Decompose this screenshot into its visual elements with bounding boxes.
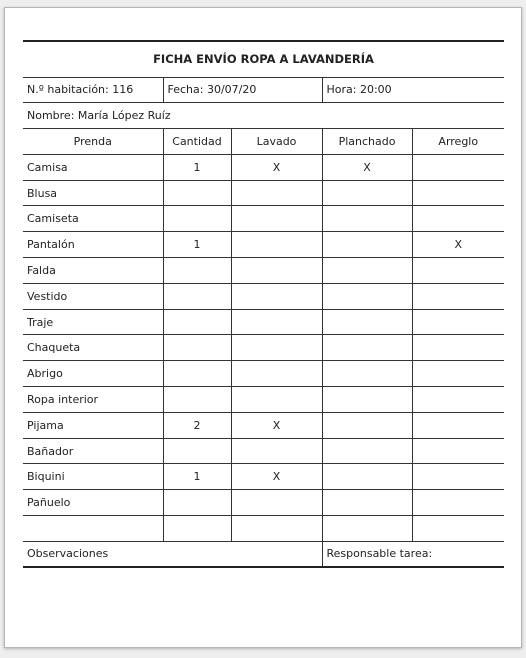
iron-mark-cell xyxy=(322,361,412,387)
wash-mark-cell xyxy=(231,206,322,232)
garment-row xyxy=(23,412,504,438)
iron-mark-cell xyxy=(322,258,412,284)
garment-row xyxy=(23,438,504,464)
garment-row xyxy=(23,387,504,413)
time-field: Hora: 20:00 xyxy=(322,77,504,103)
garment-name-cell: Vestido xyxy=(23,283,163,309)
wash-mark-cell xyxy=(231,387,322,413)
wash-mark-cell: X xyxy=(231,154,322,180)
responsible-field: Responsable tarea: xyxy=(322,541,504,567)
repair-mark-cell xyxy=(412,387,504,413)
wash-mark-cell xyxy=(231,232,322,258)
wash-mark-cell xyxy=(231,258,322,284)
garment-name-cell: Pijama xyxy=(23,412,163,438)
repair-mark-cell xyxy=(412,361,504,387)
quantity-cell xyxy=(163,361,231,387)
garment-name-cell: Camisa xyxy=(23,154,163,180)
quantity-cell xyxy=(163,335,231,361)
repair-mark-cell xyxy=(412,490,504,516)
quantity-cell xyxy=(163,258,231,284)
garment-name-cell xyxy=(23,516,163,542)
garment-row xyxy=(23,180,504,206)
name-row xyxy=(23,103,504,129)
quantity-cell xyxy=(163,438,231,464)
iron-mark-cell xyxy=(322,387,412,413)
iron-mark-cell xyxy=(322,412,412,438)
wash-mark-cell: X xyxy=(231,412,322,438)
garment-name-cell: Abrigo xyxy=(23,361,163,387)
header-arreglo: Arreglo xyxy=(412,129,504,155)
quantity-cell: 1 xyxy=(163,232,231,258)
garment-name-cell: Ropa interior xyxy=(23,387,163,413)
repair-mark-cell xyxy=(412,283,504,309)
garment-name-cell: Bañador xyxy=(23,438,163,464)
garment-name-cell: Traje xyxy=(23,309,163,335)
wash-mark-cell xyxy=(231,516,322,542)
repair-mark-cell xyxy=(412,464,504,490)
garment-row xyxy=(23,154,504,180)
repair-mark-cell xyxy=(412,258,504,284)
header-prenda: Prenda xyxy=(23,129,163,155)
form-title: FICHA ENVÍO ROPA A LAVANDERÍA xyxy=(23,41,504,77)
header-planchado: Planchado xyxy=(322,129,412,155)
info-row xyxy=(23,77,504,103)
garment-row xyxy=(23,232,504,258)
wash-mark-cell xyxy=(231,335,322,361)
column-header-row xyxy=(23,129,504,155)
iron-mark-cell xyxy=(322,516,412,542)
quantity-cell: 2 xyxy=(163,412,231,438)
repair-mark-cell xyxy=(412,206,504,232)
iron-mark-cell xyxy=(322,335,412,361)
iron-mark-cell xyxy=(322,206,412,232)
garment-row xyxy=(23,490,504,516)
quantity-cell xyxy=(163,516,231,542)
iron-mark-cell: X xyxy=(322,154,412,180)
repair-mark-cell xyxy=(412,516,504,542)
garment-row xyxy=(23,258,504,284)
iron-mark-cell xyxy=(322,464,412,490)
wash-mark-cell xyxy=(231,490,322,516)
document-page xyxy=(4,7,522,648)
quantity-cell xyxy=(163,180,231,206)
header-cantidad: Cantidad xyxy=(163,129,231,155)
title-row xyxy=(23,41,504,77)
quantity-cell xyxy=(163,309,231,335)
garment-row xyxy=(23,464,504,490)
header-lavado: Lavado xyxy=(231,129,322,155)
observations-field: Observaciones xyxy=(23,541,322,567)
garment-row xyxy=(23,206,504,232)
wash-mark-cell xyxy=(231,361,322,387)
iron-mark-cell xyxy=(322,232,412,258)
garment-row xyxy=(23,335,504,361)
iron-mark-cell xyxy=(322,283,412,309)
garment-name-cell: Falda xyxy=(23,258,163,284)
repair-mark-cell xyxy=(412,154,504,180)
garment-name-cell: Chaqueta xyxy=(23,335,163,361)
wash-mark-cell xyxy=(231,180,322,206)
repair-mark-cell xyxy=(412,412,504,438)
quantity-cell xyxy=(163,490,231,516)
garment-row xyxy=(23,309,504,335)
garment-name-cell: Biquini xyxy=(23,464,163,490)
quantity-cell xyxy=(163,206,231,232)
quantity-cell: 1 xyxy=(163,464,231,490)
repair-mark-cell xyxy=(412,438,504,464)
quantity-cell: 1 xyxy=(163,154,231,180)
garment-name-cell: Pañuelo xyxy=(23,490,163,516)
garment-name-cell: Pantalón xyxy=(23,232,163,258)
wash-mark-cell xyxy=(231,438,322,464)
garment-row xyxy=(23,283,504,309)
repair-mark-cell: X xyxy=(412,232,504,258)
guest-name-field: Nombre: María López Ruíz xyxy=(23,103,504,129)
quantity-cell xyxy=(163,283,231,309)
iron-mark-cell xyxy=(322,309,412,335)
iron-mark-cell xyxy=(322,180,412,206)
date-field: Fecha: 30/07/20 xyxy=(163,77,322,103)
repair-mark-cell xyxy=(412,309,504,335)
wash-mark-cell: X xyxy=(231,464,322,490)
quantity-cell xyxy=(163,387,231,413)
wash-mark-cell xyxy=(231,283,322,309)
iron-mark-cell xyxy=(322,438,412,464)
garment-name-cell: Blusa xyxy=(23,180,163,206)
laundry-form-table xyxy=(23,40,504,568)
iron-mark-cell xyxy=(322,490,412,516)
garment-name-cell: Camiseta xyxy=(23,206,163,232)
wash-mark-cell xyxy=(231,309,322,335)
room-number-field: N.º habitación: 116 xyxy=(23,77,163,103)
repair-mark-cell xyxy=(412,335,504,361)
footer-row xyxy=(23,541,504,567)
garment-row xyxy=(23,361,504,387)
garment-row xyxy=(23,516,504,542)
repair-mark-cell xyxy=(412,180,504,206)
